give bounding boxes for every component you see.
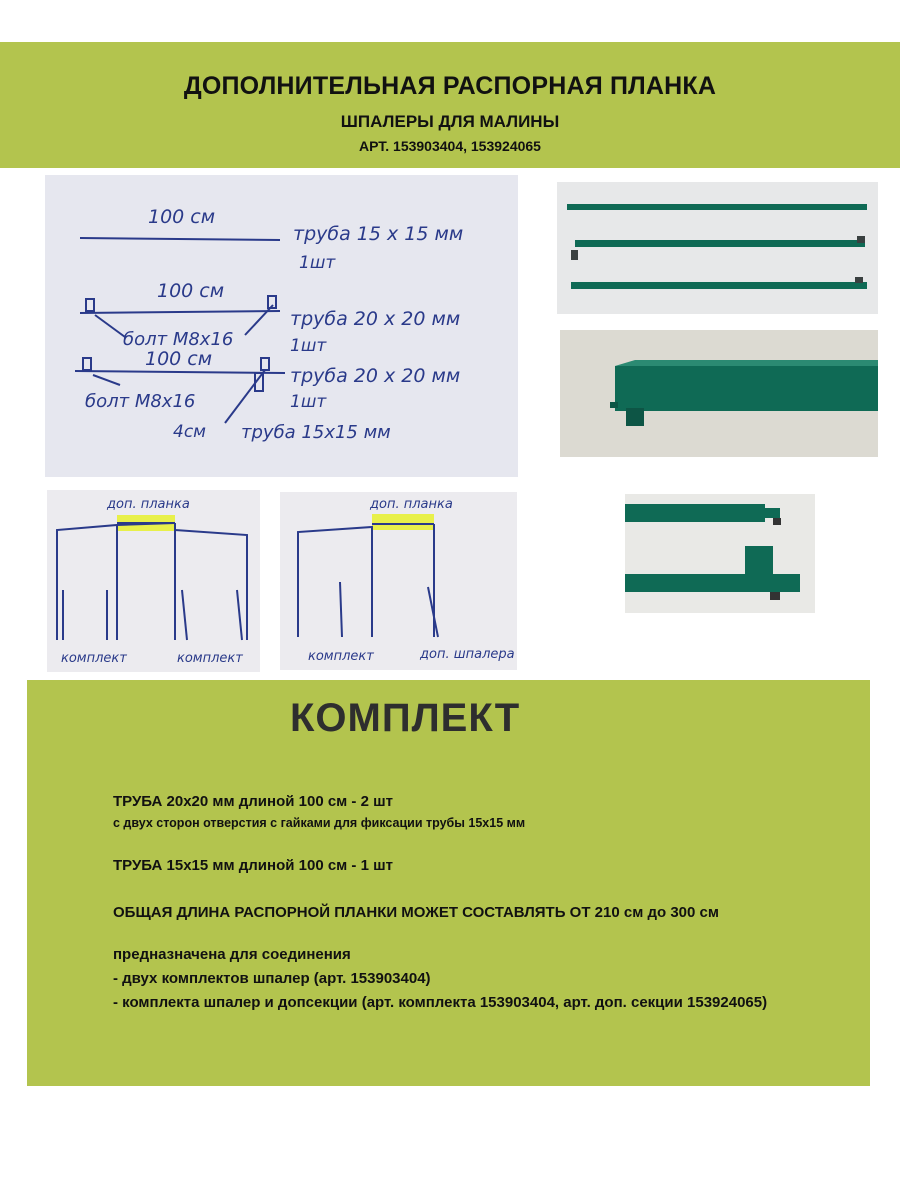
sketch-row4-pipe: труба 15х15 мм bbox=[241, 422, 391, 443]
parts-sketch-drawing bbox=[45, 175, 518, 477]
kit-line-total-length: ОБЩАЯ ДЛИНА РАСПОРНОЙ ПЛАНКИ МОЖЕТ СОСТАВЛЯТЬ ОТ 210 см до 300 см bbox=[113, 904, 719, 921]
page-subtitle: ШПАЛЕРЫ ДЛЯ МАЛИНЫ bbox=[340, 112, 560, 131]
diagram-right-extra-label: доп. шпалера bbox=[420, 647, 515, 662]
sketch-row4-length: 4см bbox=[173, 422, 206, 442]
pipe-closeup-photo bbox=[560, 330, 878, 457]
sketch-row3-pipe: труба 20 х 20 мм bbox=[290, 365, 461, 387]
kit-purpose-intro: предназначена для соединения bbox=[113, 946, 351, 963]
sketch-row2-length: 100 см bbox=[157, 280, 225, 302]
diagram-left-kit-label: комплект bbox=[61, 651, 127, 666]
diagram-right-top-label: доп. планка bbox=[370, 497, 453, 512]
highlight-mark bbox=[372, 514, 434, 530]
page-title: ДОПОЛНИТЕЛЬНАЯ РАСПОРНАЯ ПЛАНКА bbox=[183, 72, 717, 100]
diagram-left-top-label: доп. планка bbox=[107, 497, 190, 512]
kit-line-pipe-20: ТРУБА 20х20 мм длиной 100 см - 2 шт bbox=[113, 793, 393, 810]
sketch-row1-qty: 1шт bbox=[299, 253, 336, 273]
pipes-bolts-photo bbox=[625, 494, 815, 613]
pipes-photo bbox=[557, 182, 878, 314]
diagram-kit-extra-section bbox=[280, 492, 517, 670]
sketch-row2-pipe: труба 20 х 20 мм bbox=[290, 308, 461, 330]
article-numbers: АРТ. 153903404, 153924065 bbox=[359, 138, 541, 154]
sketch-row1-length: 100 см bbox=[148, 206, 216, 228]
kit-line-pipe-15: ТРУБА 15х15 мм длиной 100 см - 1 шт bbox=[113, 857, 393, 874]
sketch-row3-bolt: болт М8х16 bbox=[85, 391, 196, 412]
diagram-right-kit-label: комплект bbox=[308, 649, 374, 664]
sketch-row3-qty: 1шт bbox=[290, 392, 327, 412]
sketch-row2-bolt: болт М8х16 bbox=[123, 329, 234, 350]
kit-purpose-item-1: - двух комплектов шпалер (арт. 153903404) bbox=[113, 970, 431, 987]
sketch-row2-qty: 1шт bbox=[290, 336, 327, 356]
kit-line-pipe-20-note: с двух сторон отверстия с гайками для фиксации трубы 15х15 мм bbox=[113, 816, 526, 830]
diagram-left-kit2-label: комплект bbox=[177, 651, 243, 666]
kit-heading: КОМПЛЕКТ bbox=[290, 696, 521, 740]
diagram-two-kits bbox=[47, 490, 260, 672]
sketch-row1-pipe: труба 15 х 15 мм bbox=[293, 223, 464, 245]
parts-sketch-photo bbox=[45, 175, 518, 477]
sketch-row3-length: 100 см bbox=[145, 348, 213, 370]
kit-purpose-item-2: - комплекта шпалер и допсекции (арт. комплекта 153903404, арт. доп. секции 153924065) bbox=[113, 994, 768, 1011]
